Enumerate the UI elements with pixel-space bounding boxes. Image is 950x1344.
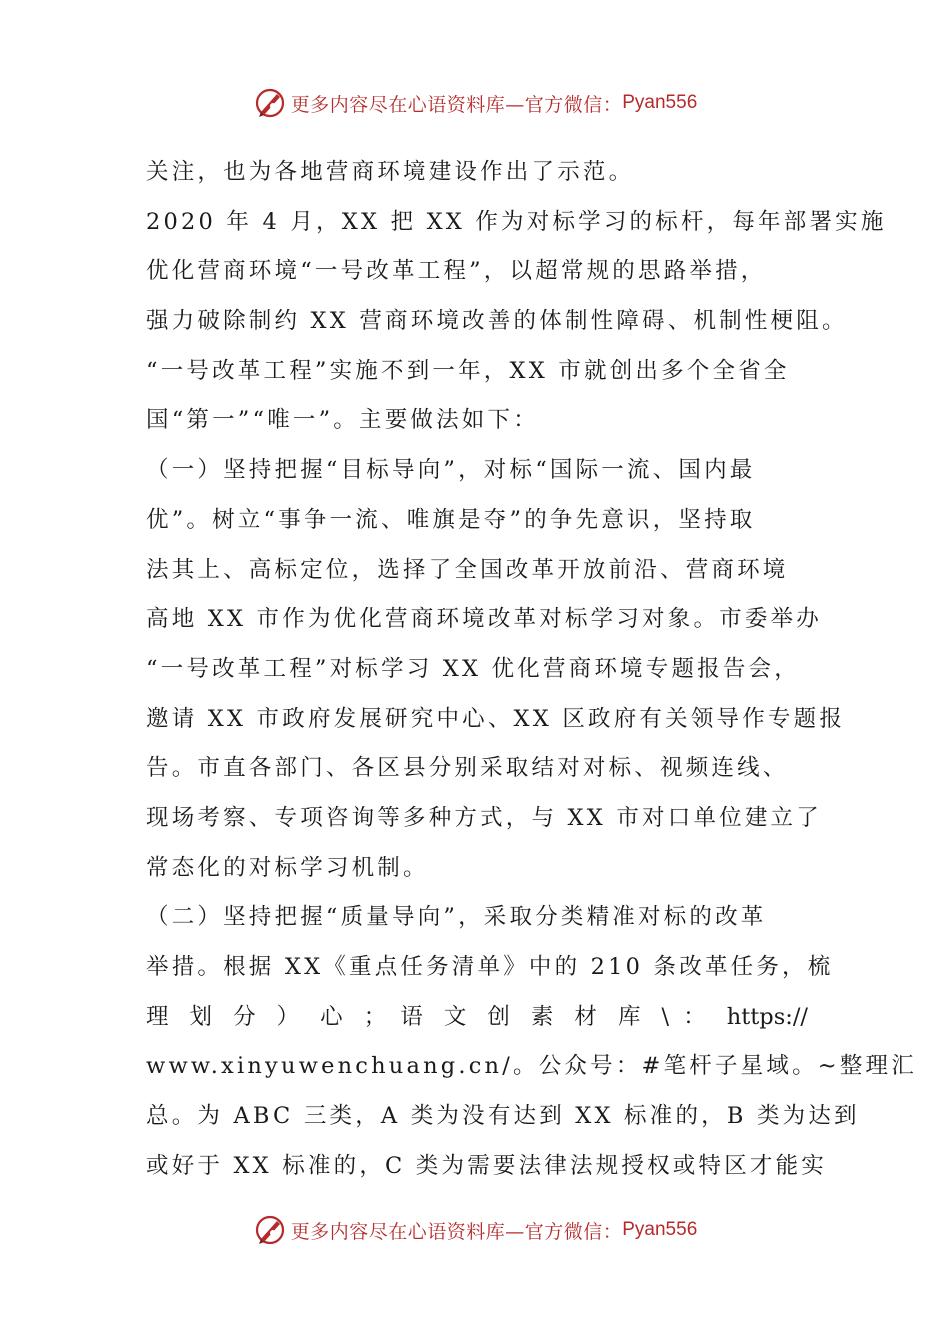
body-line: 国“第一”“唯一”。主要做法如下： xyxy=(146,407,539,434)
body-line: 高地 XX 市作为优化营商环境改革对标学习对象。市委举办 xyxy=(146,606,822,633)
pen-logo-icon xyxy=(253,1213,287,1247)
banner-text: 更多内容尽在心语资料库—官方微信： xyxy=(290,1220,623,1243)
body-line: 举措。根据 XX《重点任务清单》中的 210 条改革任务，梳 xyxy=(146,954,834,980)
body-line: 或好于 XX 标准的，C 类为需要法律法规授权或特区才能实 xyxy=(146,1152,828,1179)
banner-text: 更多内容尽在心语资料库—官方微信： xyxy=(290,93,623,116)
body-line: “一号改革工程”对标学习 XX 优化营商环境专题报告会， xyxy=(146,655,800,682)
body-line: 现场考察、专项咨询等多种方式，与 XX 市对口单位建立了 xyxy=(146,804,822,831)
document-body xyxy=(146,148,917,1191)
body-line: 法其上、高标定位，选择了全国改革开放前沿、营商环境 xyxy=(146,556,789,583)
body-line: 强力破除制约 XX 营商环境改善的体制性障碍、机制性梗阻。 xyxy=(146,308,848,335)
banner-wechat-id: Pyan556 xyxy=(622,92,698,113)
body-line: “一号改革工程”实施不到一年，XX 市就创出多个全省全 xyxy=(146,357,790,384)
banner-wechat-id: Pyan556 xyxy=(622,1219,698,1240)
body-line: （一）坚持把握“目标导向”，对标“国际一流、国内最 xyxy=(146,457,756,484)
footer-watermark-banner xyxy=(0,1210,950,1250)
body-line: （二）坚持把握“质量导向”，采取分类精准对标的改革 xyxy=(146,904,767,931)
body-line: 优”。树立“事争一流、唯旗是夺”的争先意识，坚持取 xyxy=(146,506,756,533)
body-line: 2020 年 4 月，XX 把 XX 作为对标学习的标杆，每年部署实施 xyxy=(146,208,887,235)
body-line: 告。市直各部门、各区县分别采取结对对标、视频连线、 xyxy=(146,755,789,782)
header-watermark-banner xyxy=(0,83,950,123)
body-line: www.xinyuwenchuang.cn/。公众号：#笔杆子星域。~整理汇 xyxy=(146,1053,917,1080)
body-line: 邀请 XX 市政府发展研究中心、XX 区政府有关领导作专题报 xyxy=(146,705,846,732)
body-line: 理 划 分 ） 心 ； 语 文 创 素 材 库 \ ： https:// xyxy=(146,1003,808,1030)
body-line: 优化营商环境“一号改革工程”，以超常规的思路举措， xyxy=(146,258,767,285)
body-line: 常态化的对标学习机制。 xyxy=(146,854,429,881)
pen-logo-icon xyxy=(253,86,287,120)
body-line: 总。为 ABC 三类，A 类为没有达到 XX 标准的，B 类为达到 xyxy=(146,1103,860,1130)
body-line: 关注，也为各地营商环境建设作出了示范。 xyxy=(146,159,635,185)
